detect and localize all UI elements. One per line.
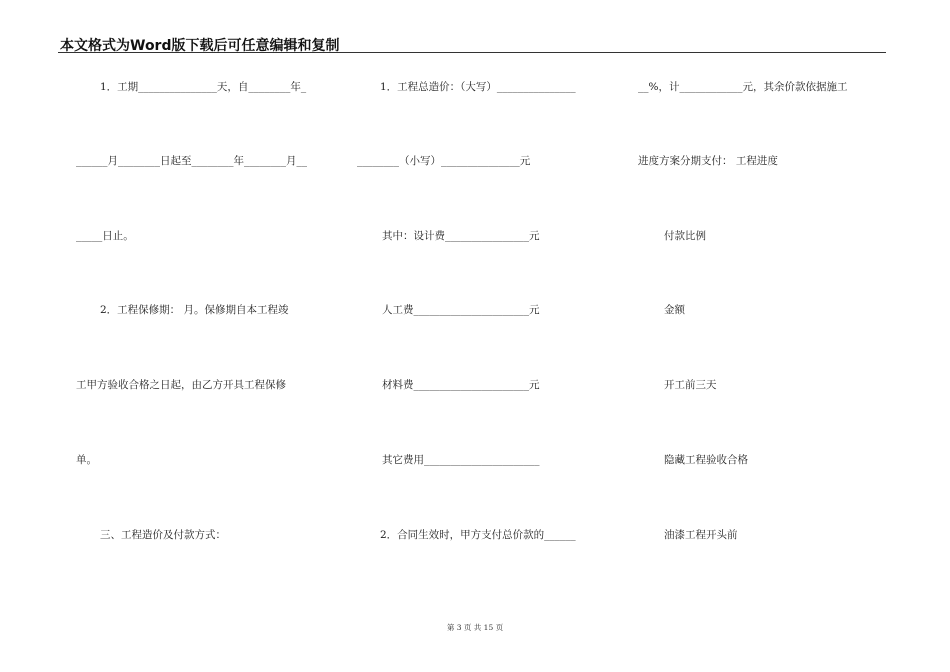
left-text-line: 1．工期_______________天，自________年_ (100, 81, 307, 93)
left-text-line: 2．工程保修期： 月。保修期自本工程竣 (100, 304, 289, 316)
middle-text-line: ________（小写）_______________元 (357, 155, 531, 167)
left-text-line: 三、工程造价及付款方式： (100, 529, 226, 541)
right-text-line: 金额 (664, 304, 685, 316)
page-number-footer: 第 3 页 共 15 页 (446, 623, 504, 632)
middle-text-line: 1．工程总造价：（大写）_______________ (380, 81, 576, 93)
middle-text-line: 其它费用______________________ (382, 454, 540, 466)
left-text-line: 工甲方验收合格之日起，由乙方开具工程保修 (76, 379, 286, 391)
right-text-line: 隐藏工程验收合格 (664, 454, 748, 466)
middle-text-line: 材料费______________________元 (382, 379, 540, 391)
right-text-line: 进度方案分期支付： 工程进度 (638, 155, 778, 167)
document-header-title: 本文格式为Word版下载后可任意编辑和复制 (60, 38, 340, 54)
left-text-line: 单。 (76, 454, 97, 466)
middle-text-line: 其中：设计费________________元 (382, 230, 540, 242)
right-text-line: 开工前三天 (664, 379, 717, 391)
right-text-line: 油漆工程开头前 (664, 529, 738, 541)
left-text-line: ______月________日起至________年________月__ (76, 155, 307, 167)
right-text-line: __%，计____________元，其余价款依据施工 (638, 81, 848, 93)
right-text-line: 付款比例 (664, 230, 706, 242)
left-text-line: _____日止。 (76, 230, 134, 242)
middle-text-line: 人工费______________________元 (382, 304, 540, 316)
middle-text-line: 2．合同生效时，甲方支付总价款的______ (380, 529, 576, 541)
header-divider (58, 52, 886, 53)
